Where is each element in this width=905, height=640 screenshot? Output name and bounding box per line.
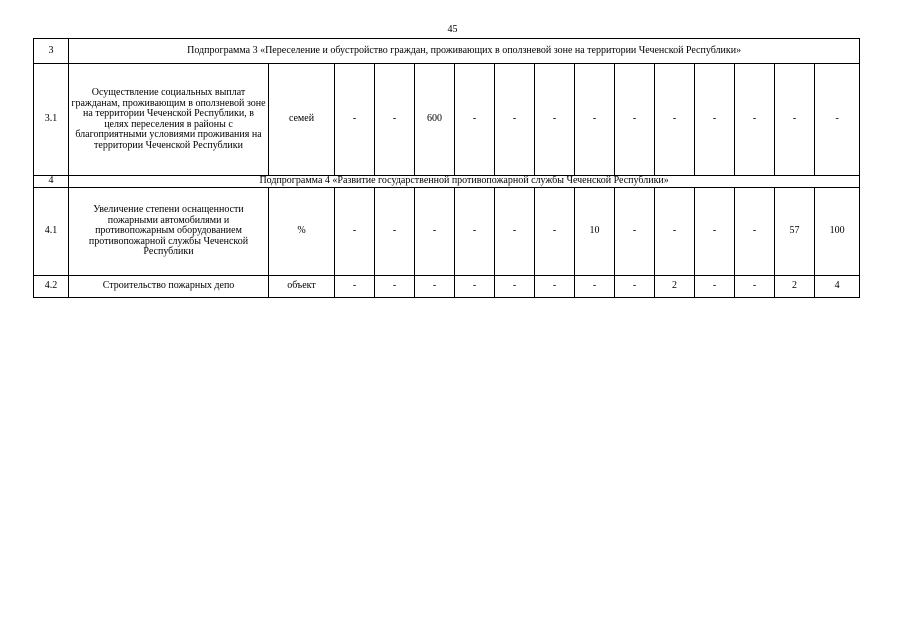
value-cell: - (655, 64, 695, 176)
row-unit: семей (269, 64, 335, 176)
section-title: Подпрограмма 4 «Развитие государственной противопожарной службы Чеченской Республики» (69, 176, 860, 188)
table-row (34, 188, 860, 276)
value-cell: - (335, 188, 375, 276)
row-description: Увеличение степени оснащенности пожарными автомобилями и противопожарным оборудованием противопожарной службы Чеченской Республики (69, 188, 269, 276)
value-cell: - (375, 64, 415, 176)
value-cell: 600 (415, 64, 455, 176)
section-title: Подпрограмма 3 «Переселение и обустройство граждан, проживающих в оползневой зоне на территории Чеченской Республики» (69, 39, 860, 64)
row-number: 4.2 (34, 276, 69, 298)
value-cell: - (735, 276, 775, 298)
value-cell: - (455, 276, 495, 298)
value-cell: - (695, 276, 735, 298)
value-cell: 2 (655, 276, 695, 298)
value-cell: - (415, 188, 455, 276)
table-row (34, 64, 860, 176)
value-cell: - (495, 188, 535, 276)
value-cell: - (495, 276, 535, 298)
section-number: 3 (34, 39, 69, 64)
row-unit: % (269, 188, 335, 276)
value-cell: - (335, 276, 375, 298)
value-cell: - (615, 64, 655, 176)
section-row (34, 176, 860, 188)
value-cell: - (695, 64, 735, 176)
value-cell: - (695, 188, 735, 276)
value-cell: - (535, 64, 575, 176)
value-cell: - (735, 188, 775, 276)
value-cell: - (455, 188, 495, 276)
value-cell: - (535, 188, 575, 276)
value-cell: 57 (775, 188, 815, 276)
value-cell: - (415, 276, 455, 298)
value-cell: - (615, 276, 655, 298)
value-cell: 2 (775, 276, 815, 298)
row-unit: объект (269, 276, 335, 298)
table-row (34, 276, 860, 298)
value-cell: - (815, 64, 860, 176)
row-number: 3.1 (34, 64, 69, 176)
row-description: Осуществление социальных выплат гражданам, проживающим в оползневой зоне на территории Чеченской Республики, в целях переселения в районы с благоприятными условиями проживания на территории Чеченской Республики (69, 64, 269, 176)
value-cell: - (375, 276, 415, 298)
value-cell: - (655, 188, 695, 276)
value-cell: - (495, 64, 535, 176)
section-number: 4 (34, 176, 69, 188)
value-cell: 10 (575, 188, 615, 276)
value-cell: - (735, 64, 775, 176)
value-cell: - (455, 64, 495, 176)
value-cell: 4 (815, 276, 860, 298)
value-cell: - (535, 276, 575, 298)
value-cell: - (575, 64, 615, 176)
row-number: 4.1 (34, 188, 69, 276)
value-cell: - (575, 276, 615, 298)
value-cell: - (775, 64, 815, 176)
section-row (34, 39, 860, 64)
value-cell: 100 (815, 188, 860, 276)
value-cell: - (335, 64, 375, 176)
value-cell: - (615, 188, 655, 276)
indicators-table (33, 38, 860, 298)
page-number: 45 (447, 24, 458, 35)
row-description: Строительство пожарных депо (69, 276, 269, 298)
value-cell: - (375, 188, 415, 276)
